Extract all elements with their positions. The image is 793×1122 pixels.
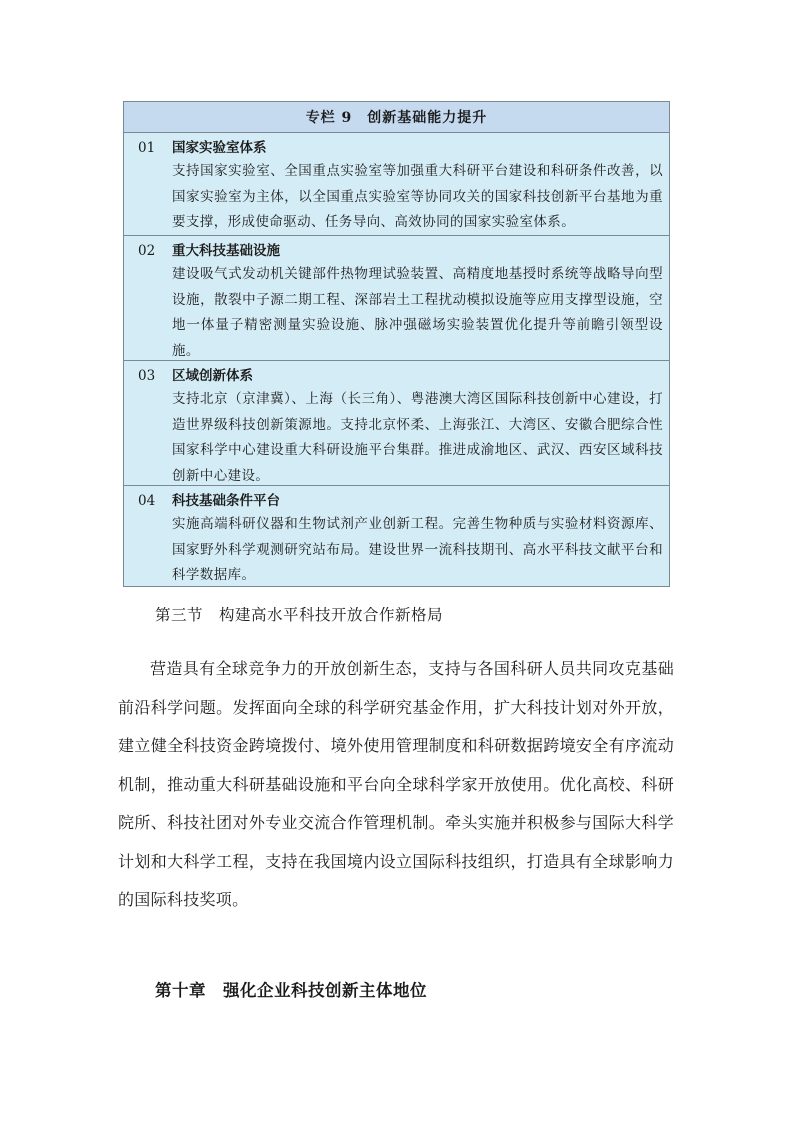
section-title: 国家实验室体系 [172,140,267,156]
feature-box [123,101,670,587]
chapter-heading: 第十章 强化企业科技创新主体地位 [155,981,427,1000]
section-body: 建设吸气式发动机关键部件热物理试验装置、高精度地基授时系统等战略导向型设施，散裂中子源二期工程、深部岩土工程扰动模拟设施等应用支撑型设施，空地一体量子精密测量实验设施、脉冲强磁场实验装置优化提升等前瞻引领型设施。 [172,266,663,359]
section-body: 实施高端科研仪器和生物试剂产业创新工程。完善生物种质与实验材料资源库、国家野外科学观测研究站布局。建设世界一流科技期刊、高水平科技文献平台和科学数据库。 [172,516,663,583]
section-number: 01 [138,140,156,156]
box-section [124,236,669,361]
section-number: 03 [138,368,156,384]
box-section [124,486,669,587]
section-body: 支持国家实验室、全国重点实验室等加强重大科研平台建设和科研条件改善，以国家实验室为主体，以全国重点实验室等协同攻关的国家科技创新平台基地为重要支撑，形成使命驱动、任务导向、高效协同的国家实验室体系。 [172,163,663,230]
section-title: 科技基础条件平台 [172,493,280,509]
body-paragraph: 营造具有全球竞争力的开放创新生态，支持与各国科研人员共同攻克基础前沿科学问题。发挥面向全球的科学研究基金作用，扩大科技计划对外开放，建立健全科技资金跨境拨付、境外使用管理制度和科研数据跨境安全有序流动机制，推动重大科研基础设施和平台向全球科学家开放使用。优化高校、科研院所、科技社团对外专业交流合作管理机制。牵头实施并积极参与国际大科学计划和大科学工程，支持在我国境内设立国际科技组织，打造具有全球影响力的国际科技奖项。 [118,659,674,909]
section-title: 重大科技基础设施 [172,243,280,259]
box-section [124,361,669,486]
box-section [124,133,669,236]
section-number: 04 [138,493,156,509]
section-number: 02 [138,243,156,259]
section-heading: 第三节 构建高水平科技开放合作新格局 [155,606,444,624]
section-title: 区域创新体系 [172,368,253,384]
box-title: 专栏 9 创新基础能力提升 [124,102,669,133]
section-body: 支持北京（京津冀）、上海（长三角）、粤港澳大湾区国际科技创新中心建设，打造世界级科技创新策源地。支持北京怀柔、上海张江、大湾区、安徽合肥综合性国家科学中心建设重大科研设施平台集群。推进成渝地区、武汉、西安区域科技创新中心建设。 [172,391,663,484]
